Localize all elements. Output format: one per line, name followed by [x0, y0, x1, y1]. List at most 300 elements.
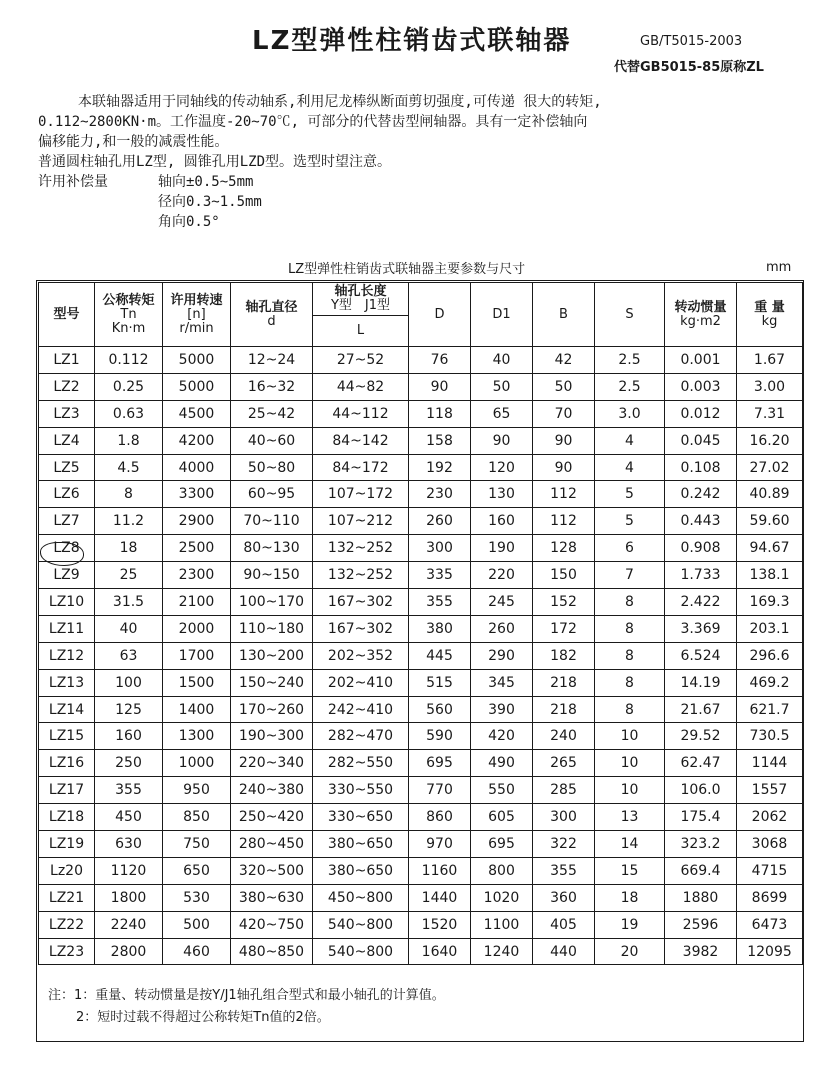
cell-B: 218	[533, 696, 595, 723]
cell-inertia: 29.52	[665, 723, 737, 750]
cell-hub-length: 540~800	[313, 911, 409, 938]
cell-D: 515	[409, 669, 471, 696]
intro-line-1: 本联轴器适用于同轴线的传动轴系,利用尼龙棒纵断面剪切强度,可传递 很大的转矩,	[78, 94, 602, 110]
cell-B: 440	[533, 938, 595, 965]
cell-inertia: 0.012	[665, 400, 737, 427]
cell-D1: 605	[471, 804, 533, 831]
page-title: LZ型弹性柱销齿式联轴器	[252, 26, 572, 56]
cell-inertia: 0.242	[665, 481, 737, 508]
cell-S: 7	[595, 562, 665, 589]
cell-S: 4	[595, 454, 665, 481]
cell-D: 860	[409, 804, 471, 831]
cell-torque: 160	[95, 723, 163, 750]
cell-torque: 250	[95, 750, 163, 777]
cell-D: 1160	[409, 857, 471, 884]
table-row	[39, 750, 803, 777]
cell-weight: 203.1	[737, 615, 803, 642]
cell-S: 8	[595, 615, 665, 642]
cell-S: 8	[595, 589, 665, 616]
cell-B: 285	[533, 777, 595, 804]
cell-speed: 1000	[163, 750, 231, 777]
cell-S: 8	[595, 642, 665, 669]
cell-hub-length: 282~550	[313, 750, 409, 777]
cell-speed: 2500	[163, 535, 231, 562]
cell-D1: 490	[471, 750, 533, 777]
cell-weight: 1557	[737, 777, 803, 804]
cell-model: LZ7	[39, 508, 95, 535]
cell-hub-length: 202~410	[313, 669, 409, 696]
cell-D: 695	[409, 750, 471, 777]
cell-torque: 0.63	[95, 400, 163, 427]
cell-speed: 1400	[163, 696, 231, 723]
cell-hub-length: 330~550	[313, 777, 409, 804]
cell-D: 1520	[409, 911, 471, 938]
cell-D: 1640	[409, 938, 471, 965]
cell-D1: 695	[471, 831, 533, 858]
table-row	[39, 347, 803, 374]
cell-D: 770	[409, 777, 471, 804]
cell-weight: 40.89	[737, 481, 803, 508]
table-row	[39, 831, 803, 858]
cell-D1: 40	[471, 347, 533, 374]
cell-D1: 220	[471, 562, 533, 589]
cell-D1: 130	[471, 481, 533, 508]
cell-torque: 100	[95, 669, 163, 696]
cell-speed: 650	[163, 857, 231, 884]
cell-D: 90	[409, 373, 471, 400]
cell-bore: 16~32	[231, 373, 313, 400]
table-row	[39, 562, 803, 589]
cell-B: 112	[533, 481, 595, 508]
cell-model: LZ8	[39, 535, 95, 562]
cell-hub-length: 44~112	[313, 400, 409, 427]
cell-B: 218	[533, 669, 595, 696]
cell-hub-length: 450~800	[313, 884, 409, 911]
intro-line-4: 普通圆柱轴孔用LZ型, 圆锥孔用LZD型。选型时望注意。	[38, 154, 391, 170]
cell-speed: 4200	[163, 427, 231, 454]
header-weight: 重 量 kg	[737, 283, 803, 347]
cell-model: LZ5	[39, 454, 95, 481]
cell-B: 42	[533, 347, 595, 374]
cell-weight: 4715	[737, 857, 803, 884]
cell-model: LZ13	[39, 669, 95, 696]
cell-D1: 160	[471, 508, 533, 535]
cell-speed: 1500	[163, 669, 231, 696]
cell-torque: 11.2	[95, 508, 163, 535]
cell-hub-length: 107~172	[313, 481, 409, 508]
cell-inertia: 0.001	[665, 347, 737, 374]
cell-inertia: 0.108	[665, 454, 737, 481]
cell-weight: 296.6	[737, 642, 803, 669]
cell-torque: 1.8	[95, 427, 163, 454]
cell-speed: 2100	[163, 589, 231, 616]
header-hub-length: 轴孔长度 Y型 J1型	[313, 283, 409, 316]
cell-D: 300	[409, 535, 471, 562]
cell-bore: 320~500	[231, 857, 313, 884]
cell-bore: 150~240	[231, 669, 313, 696]
cell-inertia: 62.47	[665, 750, 737, 777]
cell-model: LZ11	[39, 615, 95, 642]
cell-torque: 4.5	[95, 454, 163, 481]
header-D1: D1	[471, 283, 533, 347]
cell-B: 90	[533, 427, 595, 454]
cell-D: 260	[409, 508, 471, 535]
cell-B: 360	[533, 884, 595, 911]
cell-bore: 130~200	[231, 642, 313, 669]
cell-bore: 110~180	[231, 615, 313, 642]
tolerance-angular: 角向0.5°	[158, 214, 220, 230]
cell-weight: 469.2	[737, 669, 803, 696]
cell-D: 970	[409, 831, 471, 858]
cell-bore: 80~130	[231, 535, 313, 562]
cell-weight: 7.31	[737, 400, 803, 427]
cell-S: 2.5	[595, 373, 665, 400]
cell-model: LZ9	[39, 562, 95, 589]
cell-D1: 65	[471, 400, 533, 427]
cell-B: 150	[533, 562, 595, 589]
cell-D1: 90	[471, 427, 533, 454]
cell-torque: 25	[95, 562, 163, 589]
cell-hub-length: 27~52	[313, 347, 409, 374]
replaces-standard: 代替GB5015-85原称ZL	[614, 60, 764, 75]
cell-B: 70	[533, 400, 595, 427]
cell-weight: 59.60	[737, 508, 803, 535]
cell-weight: 138.1	[737, 562, 803, 589]
cell-weight: 3068	[737, 831, 803, 858]
spec-table	[38, 282, 803, 965]
cell-inertia: 1.733	[665, 562, 737, 589]
cell-S: 2.5	[595, 347, 665, 374]
cell-weight: 3.00	[737, 373, 803, 400]
header-inertia: 转动惯量 kg·m2	[665, 283, 737, 347]
table-row	[39, 669, 803, 696]
cell-hub-length: 330~650	[313, 804, 409, 831]
cell-bore: 280~450	[231, 831, 313, 858]
cell-model: LZ10	[39, 589, 95, 616]
cell-speed: 460	[163, 938, 231, 965]
cell-torque: 2800	[95, 938, 163, 965]
intro-text	[38, 92, 808, 232]
cell-D: 158	[409, 427, 471, 454]
cell-D1: 550	[471, 777, 533, 804]
cell-model: LZ18	[39, 804, 95, 831]
cell-bore: 25~42	[231, 400, 313, 427]
cell-weight: 730.5	[737, 723, 803, 750]
header-S: S	[595, 283, 665, 347]
cell-torque: 450	[95, 804, 163, 831]
cell-speed: 950	[163, 777, 231, 804]
cell-inertia: 14.19	[665, 669, 737, 696]
cell-S: 6	[595, 535, 665, 562]
cell-B: 128	[533, 535, 595, 562]
cell-bore: 170~260	[231, 696, 313, 723]
cell-D1: 190	[471, 535, 533, 562]
cell-torque: 355	[95, 777, 163, 804]
cell-speed: 2000	[163, 615, 231, 642]
cell-S: 18	[595, 884, 665, 911]
cell-D1: 1100	[471, 911, 533, 938]
cell-S: 8	[595, 696, 665, 723]
cell-weight: 16.20	[737, 427, 803, 454]
cell-model: LZ12	[39, 642, 95, 669]
cell-D1: 50	[471, 373, 533, 400]
table-row	[39, 723, 803, 750]
cell-hub-length: 380~650	[313, 831, 409, 858]
cell-S: 10	[595, 750, 665, 777]
cell-speed: 2900	[163, 508, 231, 535]
cell-B: 265	[533, 750, 595, 777]
cell-torque: 63	[95, 642, 163, 669]
table-row	[39, 373, 803, 400]
cell-hub-length: 107~212	[313, 508, 409, 535]
table-row	[39, 857, 803, 884]
cell-D1: 290	[471, 642, 533, 669]
cell-speed: 850	[163, 804, 231, 831]
intro-line-3: 偏移能力,和一般的减震性能。	[38, 134, 229, 150]
cell-S: 10	[595, 777, 665, 804]
cell-hub-length: 282~470	[313, 723, 409, 750]
cell-model: LZ3	[39, 400, 95, 427]
header-torque: 公称转矩 Tn Kn·m	[95, 283, 163, 347]
cell-torque: 0.25	[95, 373, 163, 400]
cell-inertia: 3.369	[665, 615, 737, 642]
cell-bore: 250~420	[231, 804, 313, 831]
table-row	[39, 454, 803, 481]
cell-speed: 4500	[163, 400, 231, 427]
cell-model: LZ22	[39, 911, 95, 938]
cell-model: LZ23	[39, 938, 95, 965]
cell-S: 14	[595, 831, 665, 858]
cell-hub-length: 202~352	[313, 642, 409, 669]
cell-weight: 94.67	[737, 535, 803, 562]
cell-speed: 5000	[163, 373, 231, 400]
cell-D1: 800	[471, 857, 533, 884]
cell-bore: 220~340	[231, 750, 313, 777]
cell-torque: 31.5	[95, 589, 163, 616]
cell-B: 405	[533, 911, 595, 938]
cell-weight: 8699	[737, 884, 803, 911]
cell-S: 5	[595, 481, 665, 508]
table-row	[39, 696, 803, 723]
header-bore: 轴孔直径 d	[231, 283, 313, 347]
cell-inertia: 0.003	[665, 373, 737, 400]
cell-torque: 1800	[95, 884, 163, 911]
cell-D: 560	[409, 696, 471, 723]
cell-D: 590	[409, 723, 471, 750]
cell-hub-length: 44~82	[313, 373, 409, 400]
cell-inertia: 0.908	[665, 535, 737, 562]
cell-speed: 2300	[163, 562, 231, 589]
cell-S: 15	[595, 857, 665, 884]
cell-B: 50	[533, 373, 595, 400]
cell-D: 76	[409, 347, 471, 374]
table-row	[39, 481, 803, 508]
tolerance-label: 许用补偿量	[38, 174, 108, 190]
cell-model: LZ14	[39, 696, 95, 723]
cell-inertia: 323.2	[665, 831, 737, 858]
cell-S: 20	[595, 938, 665, 965]
cell-model: LZ17	[39, 777, 95, 804]
cell-inertia: 21.67	[665, 696, 737, 723]
cell-speed: 750	[163, 831, 231, 858]
cell-model: LZ15	[39, 723, 95, 750]
standard-number: GB/T5015-2003	[640, 34, 743, 49]
cell-inertia: 1880	[665, 884, 737, 911]
header-hub-L: L	[313, 316, 409, 347]
cell-bore: 240~380	[231, 777, 313, 804]
cell-torque: 125	[95, 696, 163, 723]
unit-label: mm	[766, 260, 792, 275]
cell-torque: 0.112	[95, 347, 163, 374]
header-B: B	[533, 283, 595, 347]
cell-hub-length: 380~650	[313, 857, 409, 884]
table-row	[39, 400, 803, 427]
cell-D1: 1240	[471, 938, 533, 965]
cell-D1: 245	[471, 589, 533, 616]
table-row	[39, 911, 803, 938]
cell-weight: 621.7	[737, 696, 803, 723]
table-row	[39, 508, 803, 535]
cell-B: 182	[533, 642, 595, 669]
table-row	[39, 615, 803, 642]
cell-bore: 50~80	[231, 454, 313, 481]
header-model: 型号	[39, 283, 95, 347]
cell-speed: 1700	[163, 642, 231, 669]
tolerance-radial: 径向0.3~1.5mm	[158, 194, 262, 210]
cell-hub-length: 167~302	[313, 589, 409, 616]
cell-S: 3.0	[595, 400, 665, 427]
table-row	[39, 642, 803, 669]
cell-bore: 60~95	[231, 481, 313, 508]
table-caption: LZ型弹性柱销齿式联轴器主要参数与尺寸	[288, 262, 526, 277]
table-row	[39, 589, 803, 616]
cell-inertia: 0.045	[665, 427, 737, 454]
cell-S: 4	[595, 427, 665, 454]
cell-hub-length: 242~410	[313, 696, 409, 723]
cell-speed: 500	[163, 911, 231, 938]
cell-inertia: 669.4	[665, 857, 737, 884]
cell-model: LZ21	[39, 884, 95, 911]
cell-torque: 8	[95, 481, 163, 508]
cell-D1: 260	[471, 615, 533, 642]
cell-model: LZ16	[39, 750, 95, 777]
cell-D: 445	[409, 642, 471, 669]
notes	[48, 985, 788, 1029]
cell-inertia: 6.524	[665, 642, 737, 669]
cell-B: 152	[533, 589, 595, 616]
cell-B: 112	[533, 508, 595, 535]
table-row	[39, 804, 803, 831]
spec-table-body	[39, 347, 803, 965]
cell-B: 355	[533, 857, 595, 884]
intro-line-2: 0.112~2800KN·m。工作温度-20~70℃, 可部分的代替齿型闸轴器。具有一定补偿轴向	[38, 114, 588, 130]
cell-bore: 90~150	[231, 562, 313, 589]
cell-B: 300	[533, 804, 595, 831]
table-row	[39, 884, 803, 911]
cell-torque: 2240	[95, 911, 163, 938]
cell-bore: 12~24	[231, 347, 313, 374]
cell-weight: 1.67	[737, 347, 803, 374]
cell-model: LZ19	[39, 831, 95, 858]
cell-torque: 18	[95, 535, 163, 562]
note-2: 2：短时过载不得超过公称转矩Tn值的2倍。	[76, 1010, 330, 1025]
table-row	[39, 938, 803, 965]
table-row	[39, 777, 803, 804]
cell-speed: 530	[163, 884, 231, 911]
cell-inertia: 3982	[665, 938, 737, 965]
cell-bore: 70~110	[231, 508, 313, 535]
cell-D: 355	[409, 589, 471, 616]
cell-D1: 390	[471, 696, 533, 723]
cell-S: 13	[595, 804, 665, 831]
cell-S: 10	[595, 723, 665, 750]
cell-hub-length: 84~172	[313, 454, 409, 481]
cell-weight: 2062	[737, 804, 803, 831]
cell-torque: 630	[95, 831, 163, 858]
cell-S: 8	[595, 669, 665, 696]
cell-D: 335	[409, 562, 471, 589]
cell-inertia: 106.0	[665, 777, 737, 804]
cell-bore: 380~630	[231, 884, 313, 911]
cell-D1: 345	[471, 669, 533, 696]
cell-S: 5	[595, 508, 665, 535]
cell-inertia: 2.422	[665, 589, 737, 616]
header-speed: 许用转速 [n] r/min	[163, 283, 231, 347]
cell-speed: 5000	[163, 347, 231, 374]
cell-D: 230	[409, 481, 471, 508]
tolerance-axial: 轴向±0.5~5mm	[158, 174, 254, 190]
cell-model: LZ4	[39, 427, 95, 454]
cell-bore: 190~300	[231, 723, 313, 750]
cell-D1: 420	[471, 723, 533, 750]
cell-inertia: 2596	[665, 911, 737, 938]
cell-D1: 1020	[471, 884, 533, 911]
cell-hub-length: 132~252	[313, 535, 409, 562]
cell-D1: 120	[471, 454, 533, 481]
table-row	[39, 535, 803, 562]
cell-hub-length: 132~252	[313, 562, 409, 589]
cell-model: LZ1	[39, 347, 95, 374]
cell-B: 90	[533, 454, 595, 481]
cell-speed: 1300	[163, 723, 231, 750]
cell-D: 192	[409, 454, 471, 481]
cell-bore: 40~60	[231, 427, 313, 454]
cell-B: 240	[533, 723, 595, 750]
cell-D: 1440	[409, 884, 471, 911]
note-1: 注：1：重量、转动惯量是按Y/J1轴孔组合型式和最小轴孔的计算值。	[48, 988, 445, 1003]
cell-B: 172	[533, 615, 595, 642]
cell-model: LZ2	[39, 373, 95, 400]
cell-bore: 420~750	[231, 911, 313, 938]
cell-hub-length: 84~142	[313, 427, 409, 454]
tolerance-block	[38, 172, 808, 232]
cell-hub-length: 167~302	[313, 615, 409, 642]
header-D: D	[409, 283, 471, 347]
cell-torque: 40	[95, 615, 163, 642]
cell-bore: 480~850	[231, 938, 313, 965]
cell-inertia: 0.443	[665, 508, 737, 535]
table-row	[39, 427, 803, 454]
cell-S: 19	[595, 911, 665, 938]
cell-hub-length: 540~800	[313, 938, 409, 965]
cell-D: 118	[409, 400, 471, 427]
cell-model: Lz20	[39, 857, 95, 884]
cell-B: 322	[533, 831, 595, 858]
cell-inertia: 175.4	[665, 804, 737, 831]
cell-torque: 1120	[95, 857, 163, 884]
cell-weight: 169.3	[737, 589, 803, 616]
cell-speed: 3300	[163, 481, 231, 508]
